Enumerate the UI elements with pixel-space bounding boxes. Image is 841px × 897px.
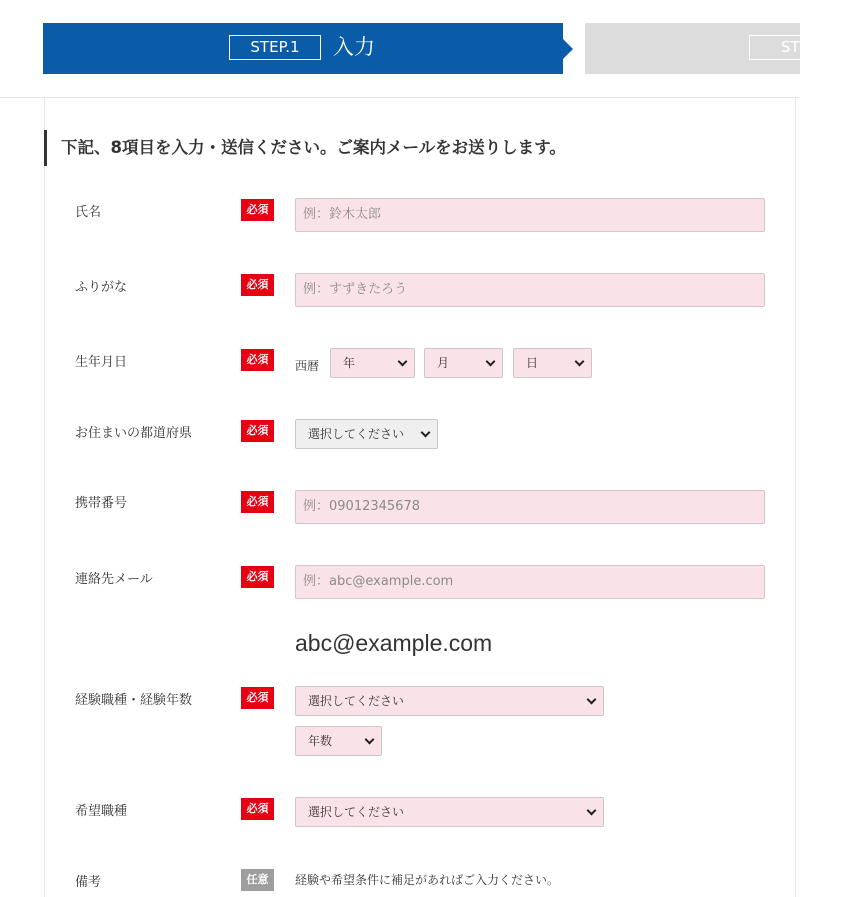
experience-years-value: 年数	[308, 734, 333, 748]
step-1-label: 入力	[333, 35, 375, 59]
step-1-badge: STEP.1	[229, 35, 321, 60]
prefecture-label: お住まいの都道府県	[75, 426, 193, 441]
furigana-input[interactable]: 例：すずきたろう	[295, 273, 765, 307]
remarks-label: 備考	[75, 875, 102, 890]
mobile-input[interactable]: 例：09012345678	[295, 490, 765, 524]
required-badge: 必須	[241, 199, 274, 221]
chevron-down-icon	[365, 735, 375, 745]
name-input[interactable]: 例：鈴木太郎	[295, 198, 765, 232]
experience-label: 経験職種・経験年数	[75, 693, 193, 708]
furigana-label: ふりがな	[75, 280, 128, 295]
step-2-inactive	[585, 23, 810, 74]
email-label: 連絡先メール	[75, 572, 153, 587]
chevron-down-icon	[587, 806, 597, 816]
form-panel	[44, 98, 796, 897]
chevron-down-icon	[398, 357, 408, 367]
step-2-badge: STE	[749, 35, 841, 60]
experience-job-select[interactable]	[295, 686, 604, 716]
desired-job-select[interactable]	[295, 797, 604, 827]
required-badge: 必須	[241, 566, 274, 588]
chevron-down-icon	[486, 357, 496, 367]
prefecture-value: 選択してください	[308, 427, 405, 441]
birth-day-select[interactable]	[513, 348, 592, 378]
era-label: 西暦	[295, 359, 320, 373]
email-input[interactable]: 例：abc@example.com	[295, 565, 765, 599]
experience-years-select[interactable]	[295, 726, 382, 756]
chevron-down-icon	[421, 428, 431, 438]
required-badge: 必須	[241, 274, 274, 296]
required-badge: 必須	[241, 798, 274, 820]
birth-day-value: 日	[526, 356, 539, 370]
email-echo: abc@example.com	[295, 630, 493, 656]
birth-year-value: 年	[343, 356, 356, 370]
required-badge: 必須	[241, 687, 274, 709]
step-progress	[0, 0, 810, 98]
form-heading: 下記、8項目を入力・送信ください。ご案内メールをお送りします。	[44, 130, 566, 166]
required-badge: 必須	[241, 420, 274, 442]
birth-year-select[interactable]	[330, 348, 415, 378]
step-1-active	[43, 23, 563, 74]
desired-job-value: 選択してください	[308, 805, 405, 819]
birth-month-value: 月	[437, 356, 450, 370]
chevron-down-icon	[587, 695, 597, 705]
optional-badge: 任意	[241, 869, 274, 891]
remarks-note: 経験や希望条件に補足があればご入力ください。	[295, 873, 560, 887]
name-label: 氏名	[75, 205, 102, 220]
experience-job-value: 選択してください	[308, 694, 405, 708]
mobile-label: 携帯番号	[75, 496, 128, 511]
desired-label: 希望職種	[75, 804, 128, 819]
chevron-down-icon	[575, 357, 585, 367]
prefecture-select[interactable]	[295, 419, 438, 449]
required-badge: 必須	[241, 349, 274, 371]
required-badge: 必須	[241, 491, 274, 513]
step-arrow	[563, 39, 573, 59]
birthday-label: 生年月日	[75, 355, 128, 370]
birth-month-select[interactable]	[424, 348, 503, 378]
